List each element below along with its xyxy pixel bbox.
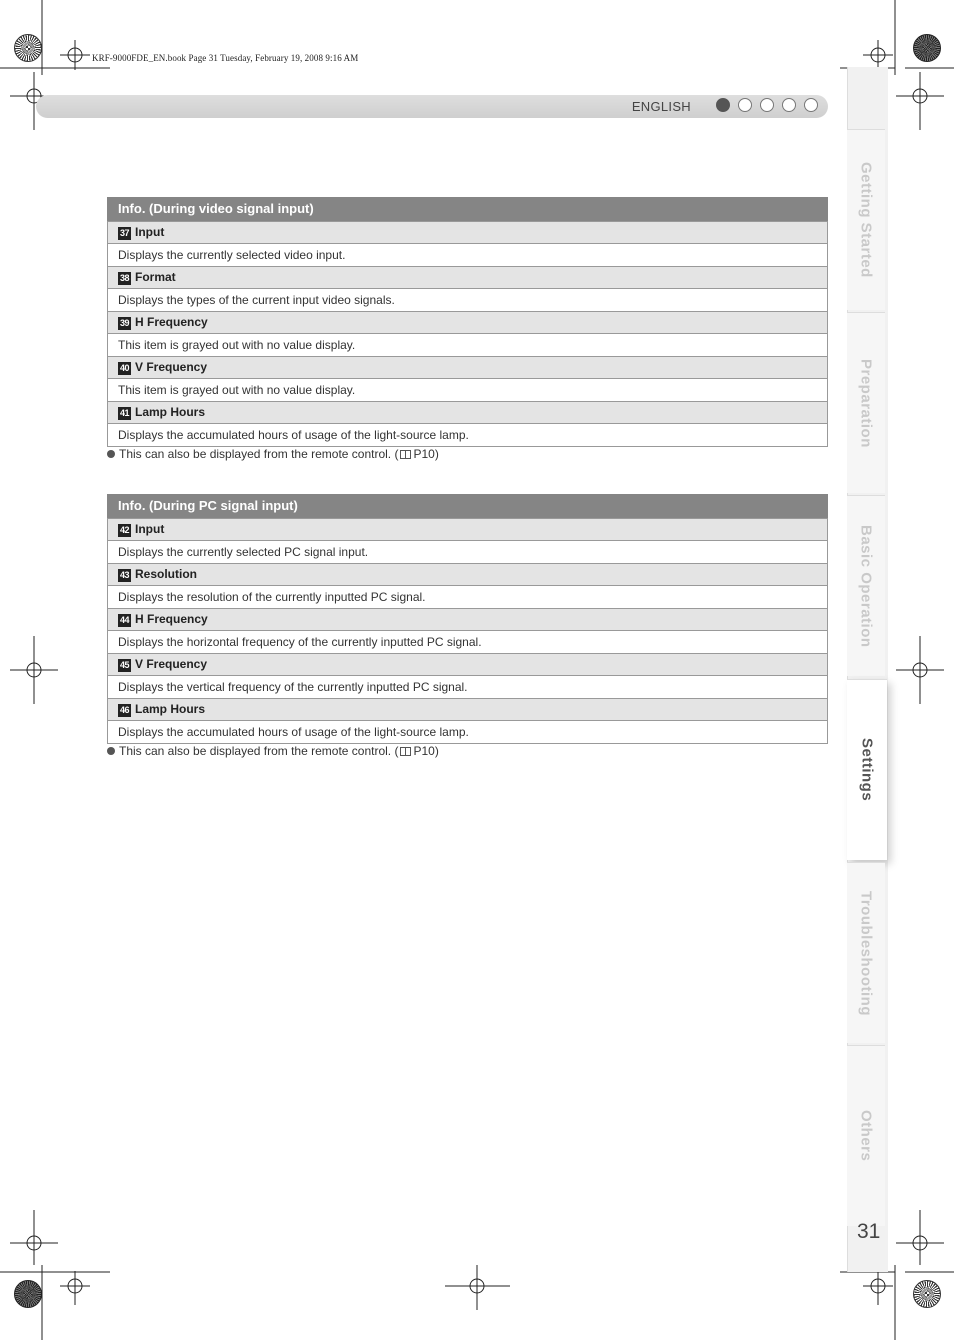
print-slug: KRF-9000FDE_EN.book Page 31 Tuesday, February 19, 2008 9:16 AM [92, 53, 359, 63]
tab-getting-started[interactable]: Getting Started [847, 129, 885, 310]
page-reference-link[interactable]: P10 [413, 744, 435, 758]
table-row-header: 39 H Frequency [108, 311, 827, 333]
table-row-header: 40 V Frequency [108, 356, 827, 378]
language-dot-icon [738, 98, 752, 112]
registration-target-icon [14, 1280, 42, 1308]
table-title: Info. (During video signal input) [107, 197, 828, 221]
book-icon [400, 747, 411, 756]
language-label: ENGLISH [631, 99, 691, 114]
table-row-desc: This item is grayed out with no value display. [108, 378, 827, 401]
language-dot-icon [716, 98, 730, 112]
page-number: 31 [857, 1220, 881, 1243]
language-dots [716, 98, 818, 112]
table-row-desc: Displays the types of the current input video signals. [108, 288, 827, 311]
tab-others[interactable]: Others [847, 1045, 885, 1226]
pc-info-table [107, 494, 828, 744]
table-row-header: 42 Input [108, 518, 827, 540]
table-row-desc: Displays the currently selected video input. [108, 243, 827, 266]
table-row-desc: This item is grayed out with no value display. [108, 333, 827, 356]
table-row-desc: Displays the resolution of the currently inputted PC signal. [108, 585, 827, 608]
tab-basic-operation[interactable]: Basic Operation [847, 495, 885, 676]
registration-target-icon [913, 1280, 941, 1308]
table-row-desc: Displays the vertical frequency of the currently inputted PC signal. [108, 675, 827, 698]
table-title: Info. (During PC signal input) [107, 494, 828, 518]
table-row-header: 37 Input [108, 221, 827, 243]
bullet-icon [107, 747, 115, 755]
table-row-header: 41 Lamp Hours [108, 401, 827, 423]
table-row-desc: Displays the accumulated hours of usage of the light-source lamp. [108, 720, 827, 743]
header-bar [36, 95, 828, 118]
bullet-icon [107, 450, 115, 458]
table-row-desc: Displays the currently selected PC signal input. [108, 540, 827, 563]
video-info-table [107, 197, 828, 447]
side-tab-strip [847, 67, 895, 1272]
table-row-desc: Displays the horizontal frequency of the currently inputted PC signal. [108, 630, 827, 653]
table-row-desc: Displays the accumulated hours of usage of the light-source lamp. [108, 423, 827, 446]
language-dot-icon [782, 98, 796, 112]
book-icon [400, 450, 411, 459]
table-row-header: 44 H Frequency [108, 608, 827, 630]
table-row-header: 38 Format [108, 266, 827, 288]
registration-target-icon [913, 34, 941, 62]
tab-troubleshooting[interactable]: Troubleshooting [847, 862, 885, 1043]
table-row-header: 43 Resolution [108, 563, 827, 585]
table-row-header: 46 Lamp Hours [108, 698, 827, 720]
registration-target-icon [14, 34, 42, 62]
page-reference-link[interactable]: P10 [413, 447, 435, 461]
language-dot-icon [804, 98, 818, 112]
tab-preparation[interactable]: Preparation [847, 312, 885, 493]
video-table-note: This can also be displayed from the remote control. ( P10) [107, 447, 439, 461]
table-row-header: 45 V Frequency [108, 653, 827, 675]
pc-table-note: This can also be displayed from the remote control. ( P10) [107, 744, 439, 758]
tab-settings[interactable]: Settings [847, 679, 887, 860]
language-dot-icon [760, 98, 774, 112]
